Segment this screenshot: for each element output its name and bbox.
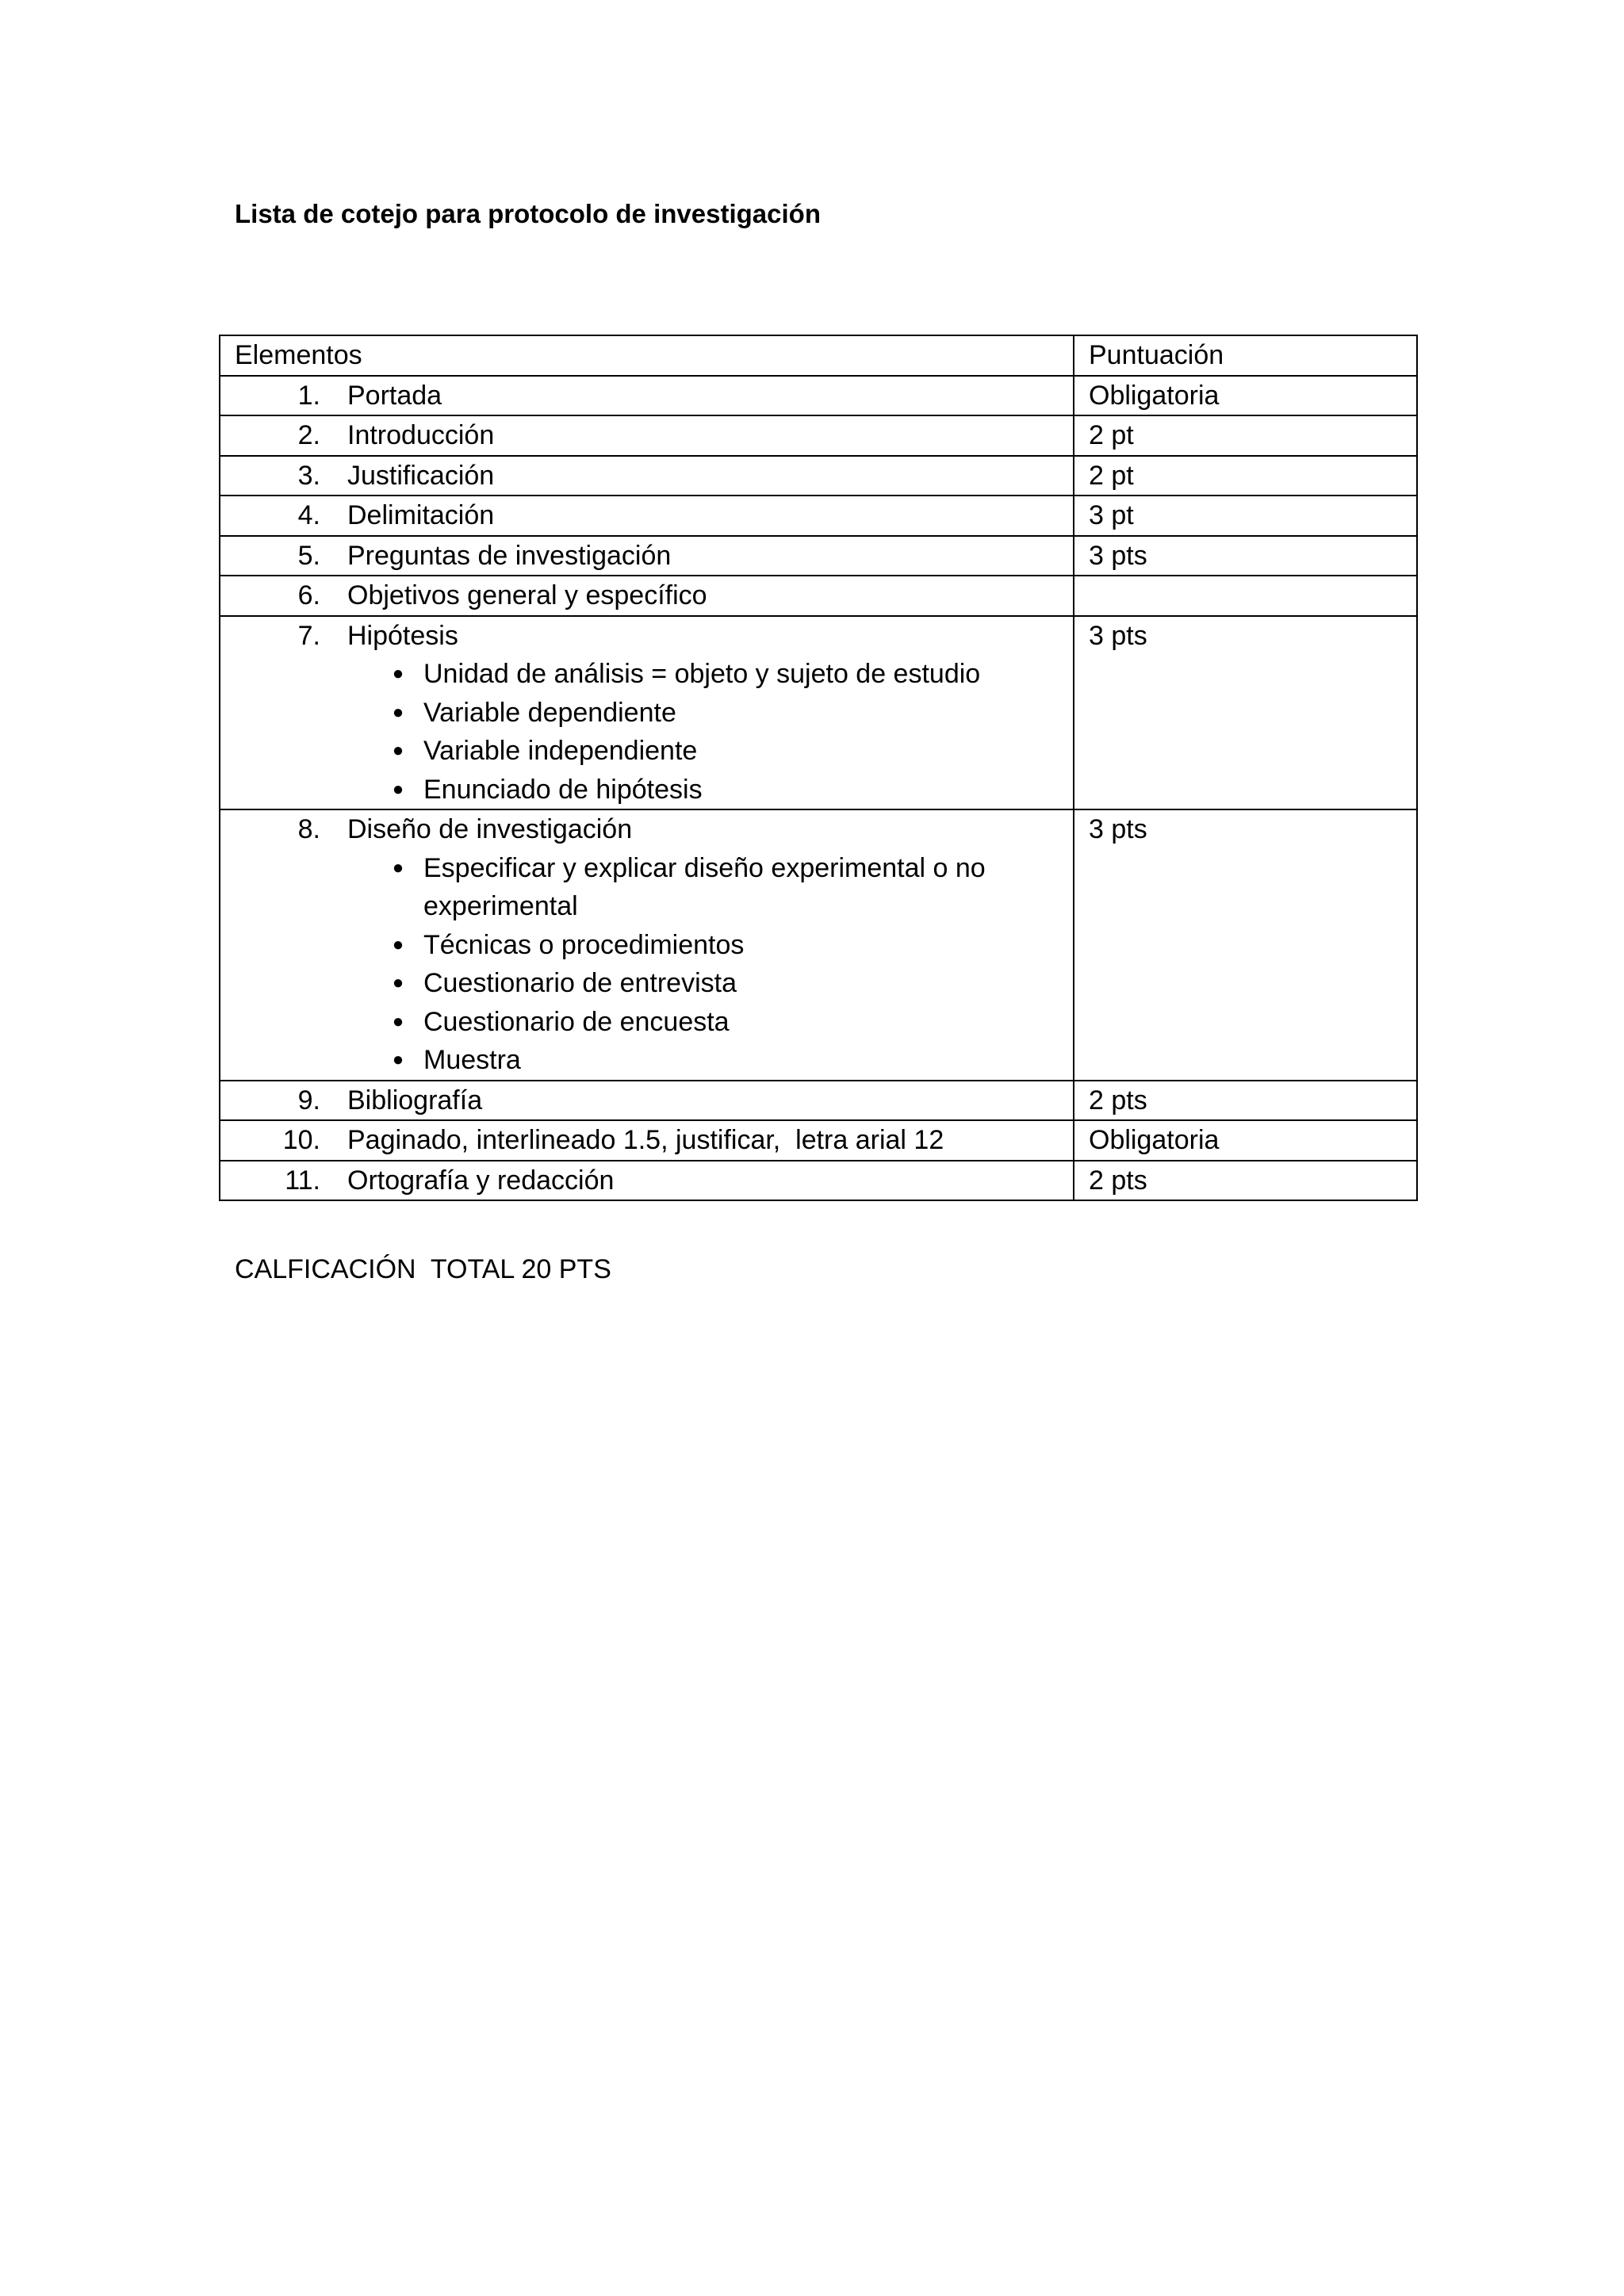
element-cell (220, 415, 1074, 456)
bullet-icon: ● (392, 778, 404, 800)
item-number: 1. (297, 380, 320, 411)
subitem (235, 1041, 1059, 1080)
table-row (220, 616, 1417, 810)
bullet-icon: ● (392, 740, 404, 761)
item-label: Hipótesis (347, 620, 458, 651)
element-cell (220, 809, 1074, 1081)
score-cell: 2 pts (1074, 1161, 1417, 1201)
score-cell: 3 pts (1074, 536, 1417, 576)
score-cell: 3 pt (1074, 496, 1417, 536)
item-number: 4. (297, 500, 320, 530)
item-label: Objetivos general y específico (347, 580, 707, 610)
subitem (235, 964, 1059, 1003)
table-row (220, 496, 1417, 536)
item-label: Introducción (347, 420, 495, 450)
item-label: Justificación (347, 460, 495, 491)
table-row (220, 415, 1417, 456)
subitem-label: Enunciado de hipótesis (423, 774, 703, 805)
subitem (235, 694, 1059, 733)
bullet-icon: ● (392, 972, 404, 993)
score-cell: 3 pts (1074, 616, 1417, 810)
subitem-list (235, 655, 1059, 809)
score-cell: Obligatoria (1074, 1120, 1417, 1161)
table-row (220, 456, 1417, 496)
score-cell: 2 pt (1074, 456, 1417, 496)
subitem-label: Muestra (423, 1045, 521, 1075)
subitem-list (235, 849, 1059, 1080)
item-number: 5. (297, 540, 320, 571)
subitem-label: Cuestionario de encuesta (423, 1006, 730, 1037)
score-cell: 2 pt (1074, 415, 1417, 456)
subitem-label: Técnicas o procedimientos (423, 929, 745, 960)
bullet-icon: ● (392, 933, 404, 955)
header-score: Puntuación (1074, 335, 1417, 376)
subitem-label: Especificar y explicar diseño experimental o no experimental (423, 852, 986, 921)
element-cell (220, 1120, 1074, 1161)
bullet-icon: ● (392, 1010, 404, 1032)
table-row (220, 536, 1417, 576)
table-row (220, 576, 1417, 616)
element-cell (220, 1081, 1074, 1121)
element-cell (220, 376, 1074, 416)
table-row (220, 376, 1417, 416)
item-label: Delimitación (347, 500, 495, 530)
subitem (235, 732, 1059, 771)
item-number: 7. (297, 620, 320, 651)
element-cell (220, 536, 1074, 576)
subitem-label: Unidad de análisis = objeto y sujeto de estudio (423, 659, 981, 689)
subitem (235, 849, 1059, 926)
bullet-icon: ● (392, 1049, 404, 1070)
score-cell (1074, 576, 1417, 616)
bullet-icon: ● (392, 663, 404, 684)
item-number: 9. (297, 1085, 320, 1115)
item-number: 10. (282, 1125, 320, 1155)
element-cell (220, 576, 1074, 616)
element-cell (220, 616, 1074, 810)
checklist-table (219, 335, 1418, 1201)
header-elements: Elementos (220, 335, 1074, 376)
subitem (235, 655, 1059, 694)
subitem (235, 771, 1059, 809)
item-label: Portada (347, 380, 442, 411)
item-number: 3. (297, 460, 320, 491)
subitem (235, 926, 1059, 965)
item-label: Diseño de investigación (347, 814, 633, 844)
table-row (220, 1081, 1417, 1121)
table-row (220, 1161, 1417, 1201)
element-cell (220, 1161, 1074, 1201)
item-number: 11. (285, 1165, 320, 1196)
total-score: CALFICACIÓN TOTAL 20 PTS (235, 1254, 611, 1284)
table-row (220, 1120, 1417, 1161)
item-number: 6. (297, 580, 320, 610)
bullet-icon: ● (392, 701, 404, 723)
item-number: 2. (297, 420, 320, 450)
page-title: Lista de cotejo para protocolo de investigación (235, 199, 821, 228)
subitem-label: Variable independiente (423, 736, 698, 766)
bullet-icon: ● (392, 856, 404, 878)
table-header-row (220, 335, 1417, 376)
subitem-label: Cuestionario de entrevista (423, 968, 737, 998)
element-cell (220, 456, 1074, 496)
item-label: Ortografía y redacción (347, 1165, 615, 1196)
score-cell: Obligatoria (1074, 376, 1417, 416)
table-row (220, 809, 1417, 1081)
subitem-label: Variable dependiente (423, 697, 676, 728)
element-cell (220, 496, 1074, 536)
score-cell: 2 pts (1074, 1081, 1417, 1121)
item-label: Preguntas de investigación (347, 540, 672, 571)
score-cell: 3 pts (1074, 809, 1417, 1081)
item-label: Bibliografía (347, 1085, 483, 1115)
item-number: 8. (297, 814, 320, 844)
subitem (235, 1003, 1059, 1042)
item-label: Paginado, interlineado 1.5, justificar, letra arial 12 (347, 1125, 944, 1155)
